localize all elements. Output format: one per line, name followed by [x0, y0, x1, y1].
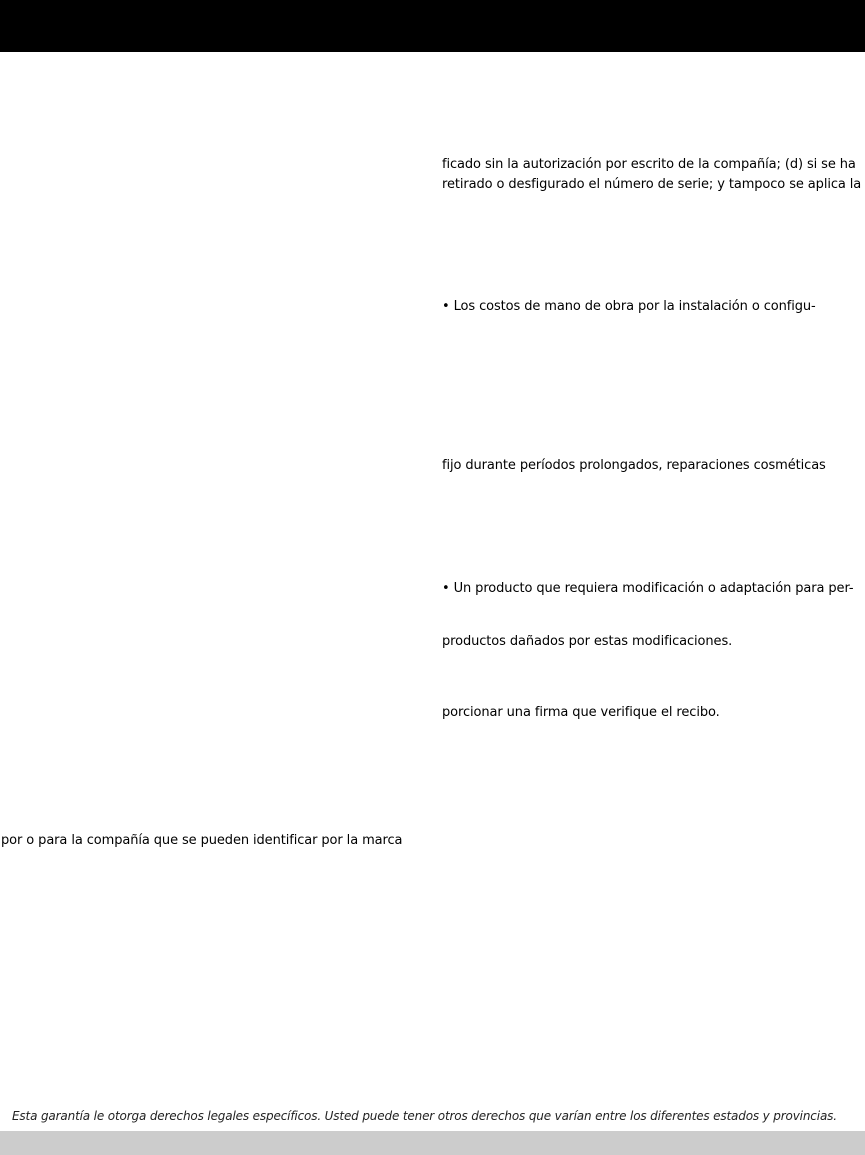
body-text-line: porcionar una firma que verifique el recibo.	[442, 705, 720, 720]
body-text-line: fijo durante períodos prolongados, reparaciones cosméticas	[442, 458, 826, 473]
bottom-footer-band	[0, 1131, 865, 1155]
top-header-band	[0, 0, 865, 52]
warranty-footer-note: Esta garantía le otorga derechos legales específicos. Usted puede tener otros derechos que varían entre los diferentes estados y provincias.	[12, 1109, 837, 1123]
bullet-text-line: • Los costos de mano de obra por la instalación o configu-	[442, 299, 816, 314]
body-text-line: por o para la compañía que se pueden identificar por la marca	[1, 833, 403, 848]
bullet-text-line: • Un producto que requiera modificación o adaptación para per-	[442, 581, 854, 596]
body-text-line: ficado sin la autorización por escrito de la compañía; (d) si se ha	[442, 157, 856, 172]
body-text-line: productos dañados por estas modificaciones.	[442, 634, 733, 649]
body-text-line: retirado o desfigurado el número de serie; y tampoco se aplica la	[442, 177, 862, 192]
